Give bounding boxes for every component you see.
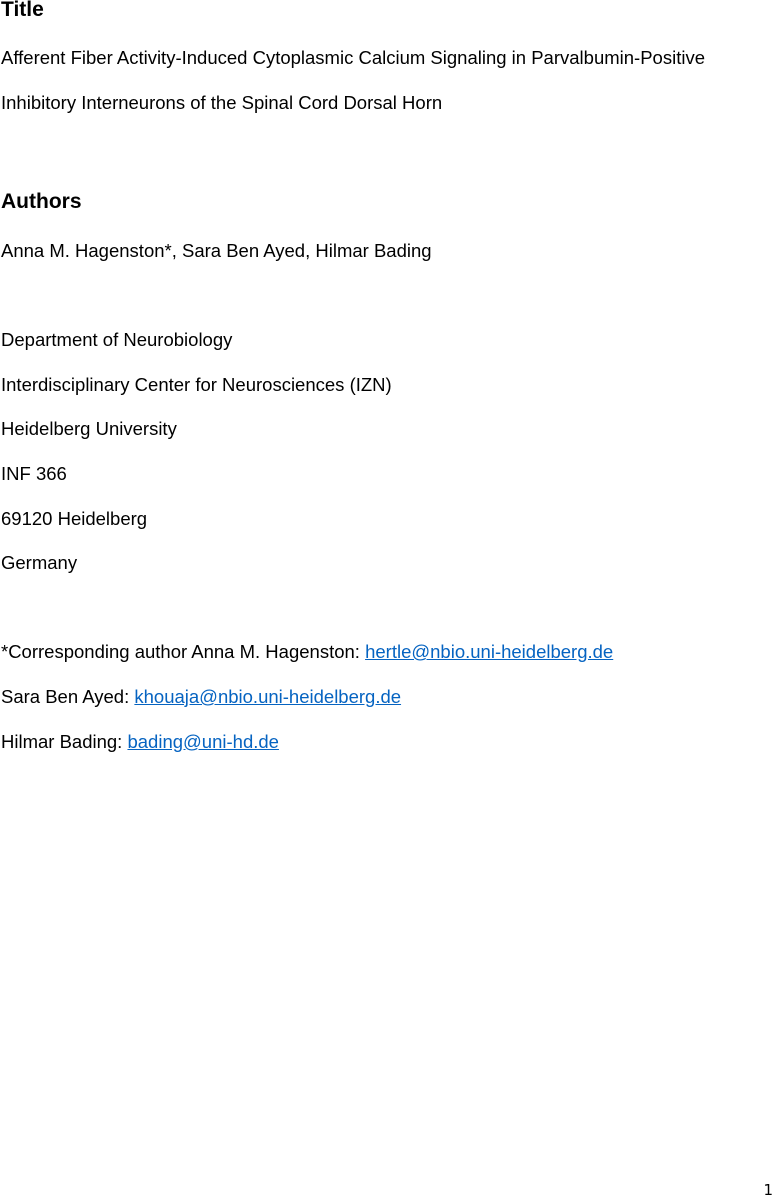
author-list: Anna M. Hagenston*, Sara Ben Ayed, Hilmar Bading [1, 240, 432, 261]
email-link[interactable]: hertle@nbio.uni-heidelberg.de [365, 641, 614, 662]
authors-heading: Authors [1, 190, 82, 213]
contact-label: Sara Ben Ayed: [1, 686, 135, 707]
email-link[interactable]: khouaja@nbio.uni-heidelberg.de [134, 686, 402, 707]
coauthor-contact [1, 686, 401, 708]
affiliation-center: Interdisciplinary Center for Neurosciences (IZN) [1, 374, 392, 395]
contact-label: Hilmar Bading: [1, 731, 128, 752]
corresponding-author-contact [1, 641, 613, 663]
paper-title-line-2: Inhibitory Interneurons of the Spinal Cord Dorsal Horn [1, 92, 443, 113]
affiliation-department: Department of Neurobiology [1, 329, 233, 350]
affiliation-country: Germany [1, 552, 78, 573]
senior-author-contact [1, 731, 279, 753]
affiliation-city: 69120 Heidelberg [1, 508, 148, 529]
contact-label: *Corresponding author Anna M. Hagenston: [1, 641, 366, 662]
title-heading: Title [1, 0, 44, 21]
affiliation-street: INF 366 [1, 463, 67, 484]
email-link[interactable]: bading@uni-hd.de [127, 731, 279, 752]
affiliation-university: Heidelberg University [1, 418, 177, 439]
page-number: 1 [763, 1181, 773, 1199]
paper-title-line-1: Afferent Fiber Activity-Induced Cytoplasmic Calcium Signaling in Parvalbumin-Positive [1, 47, 705, 68]
